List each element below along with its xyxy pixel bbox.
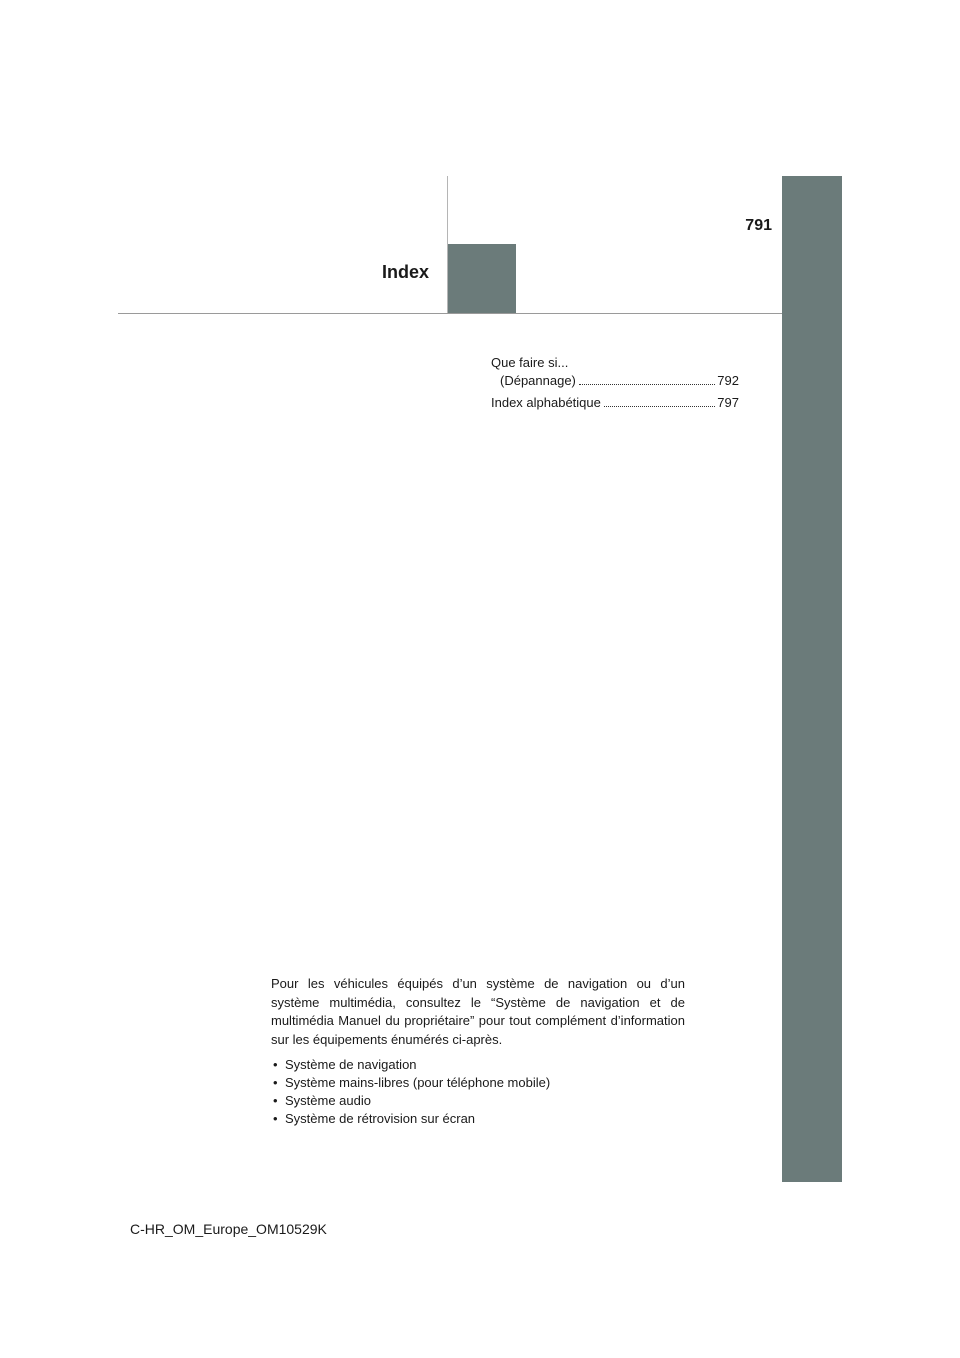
toc-entry-alphabetical-index[interactable] [491, 394, 739, 412]
header-section-marker [448, 244, 516, 313]
bullet-icon: • [273, 1093, 278, 1108]
toc-entry-sublabel: (Dépannage) [500, 373, 576, 388]
list-item: • Système audio [273, 1093, 371, 1108]
document-code: C-HR_OM_Europe_OM10529K [130, 1221, 327, 1237]
bullet-icon: • [273, 1057, 278, 1072]
toc-page-number: 792 [717, 373, 739, 388]
list-item: • Système de navigation [273, 1057, 417, 1072]
table-of-contents [491, 354, 739, 416]
list-item: • Système de rétrovision sur écran [273, 1111, 476, 1126]
note-paragraph: Pour les véhicules équipés d’un système de navigation ou d’un système multimédia, consultez le “Système de navigation et de multimédia Manuel du propriétaire” pour tout complément d’information sur les équipements énumérés ci-après. [271, 976, 685, 1047]
toc-entry-label: Index alphabétique [491, 395, 601, 410]
page-number: 791 [745, 217, 772, 234]
navigation-note [271, 975, 685, 1128]
chapter-tab [782, 176, 842, 1182]
bullet-icon: • [273, 1075, 278, 1090]
toc-leader-dots [604, 406, 715, 407]
header-horizontal-rule [118, 313, 782, 314]
equipment-list [271, 1056, 685, 1128]
section-title: Index [381, 262, 429, 282]
toc-page-number: 797 [717, 395, 739, 410]
toc-entry-label: Que faire si... [491, 355, 569, 370]
toc-leader-dots [579, 384, 715, 385]
list-item: • Système mains-libres (pour téléphone mobile) [273, 1075, 551, 1090]
toc-entry-troubleshooting[interactable] [491, 354, 739, 390]
bullet-icon: • [273, 1111, 278, 1126]
